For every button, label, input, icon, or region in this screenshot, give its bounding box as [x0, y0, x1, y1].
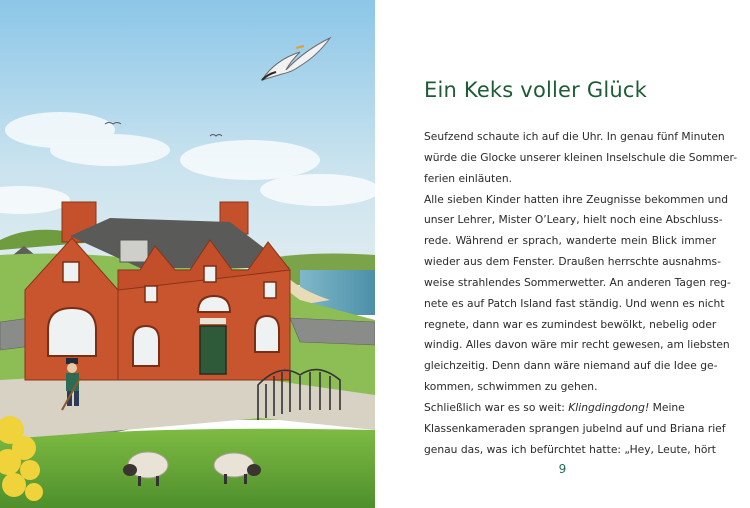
text-line: rede. Während er sprach, wanderte mein Blick immer	[424, 234, 716, 248]
text-line	[424, 398, 716, 419]
page-number: 9	[558, 462, 567, 476]
grass	[0, 429, 375, 508]
text-page	[375, 0, 750, 508]
onomatopoeia: Klingdingdong!	[568, 400, 650, 414]
text-line: genau das, was ich befürchtet hatte: „Hey, Leute, hört	[424, 442, 716, 456]
text-line: unser Lehrer, Mister O’Leary, hielt noch eine Abschluss-	[424, 213, 723, 227]
text-line: kommen, schwimmen zu gehen.	[424, 380, 598, 394]
chapter-title: Ein Keks voller Glück	[424, 78, 648, 102]
text-line: windig. Alles davon wäre mir recht gewesen, am liebsten	[424, 338, 730, 352]
text-line: regnete, dann war es zumindest bewölkt, nebelig oder	[424, 317, 717, 331]
text-line: Seufzend schaute ich auf die Uhr. In genau fünf Minuten	[424, 130, 725, 143]
line-prefix: Schließlich war es so weit:	[424, 400, 569, 414]
line-suffix: Meine	[649, 400, 685, 414]
text-line: Klassenkameraden sprangen jubelnd auf und Briana rief	[424, 421, 726, 435]
text-line: gleichzeitig. Denn dann wäre niemand auf die Idee ge-	[424, 359, 718, 373]
text-line: würde die Glocke unserer kleinen Inselschule die Sommer-	[424, 150, 738, 164]
school-door	[200, 326, 226, 374]
body-text	[424, 127, 738, 461]
text-line: Alle sieben Kinder hatten ihre Zeugnisse bekommen und	[424, 192, 729, 206]
text-line: wieder aus dem Fenster. Draußen herrschte ausnahms-	[424, 255, 721, 269]
text-line: nete es auf Patch Island fast ständig. Und wenn es nicht	[424, 296, 725, 310]
text-line: weise strahlendes Sommerwetter. An anderen Tagen reg-	[424, 275, 731, 289]
text-line: ferien einläuten.	[424, 171, 512, 185]
